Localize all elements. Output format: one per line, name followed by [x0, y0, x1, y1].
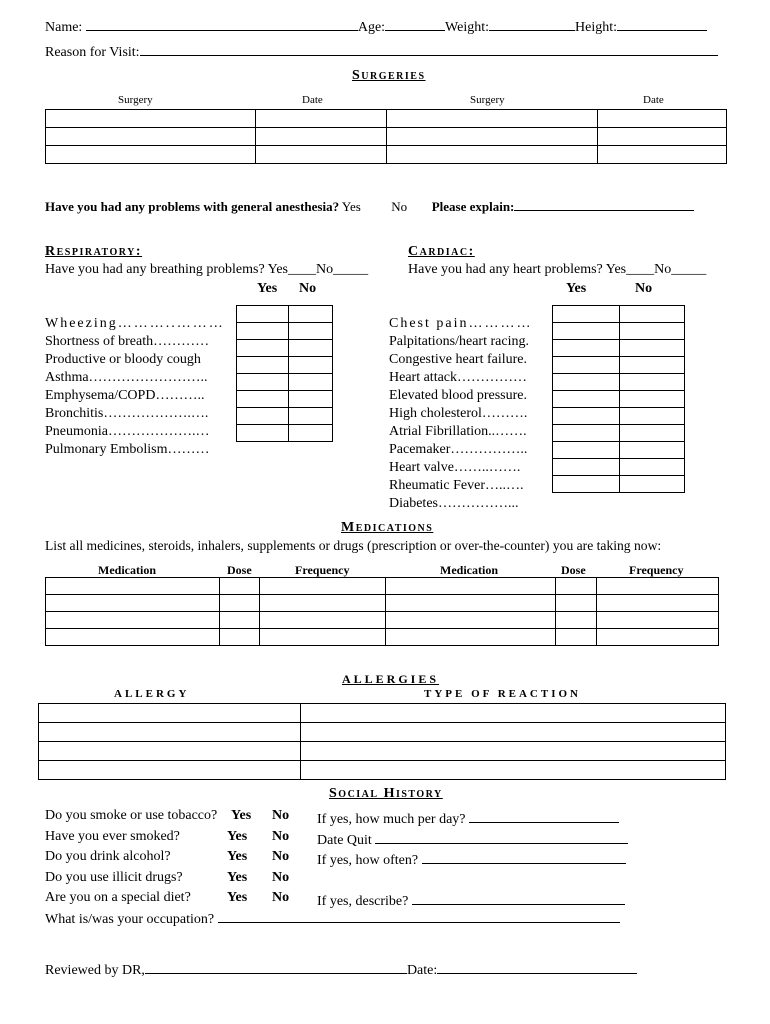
name-label: Name:	[45, 20, 83, 35]
social-f5-field[interactable]	[412, 890, 625, 905]
resp-item-pneumonia: Pneumonia……………….…	[45, 424, 210, 439]
allergy-col-header: ALLERGY	[114, 688, 190, 700]
card-item-chest-pain: Chest pain…………	[389, 316, 533, 331]
resp-item-bronchitis: Bronchitis……………….….	[45, 406, 209, 421]
cardiac-yes-header: Yes	[566, 281, 587, 296]
surgery-col-2: Surgery	[470, 94, 505, 106]
social-f5-row	[317, 890, 625, 910]
social-f1-label: If yes, how much per day?	[317, 812, 466, 827]
reason-row	[45, 41, 718, 61]
card-item-chf: Congestive heart failure.	[389, 352, 528, 367]
social-q4: Do you use illicit drugs?	[45, 870, 183, 885]
social-f2-field[interactable]	[375, 829, 628, 844]
social-f3-row	[317, 849, 626, 869]
resp-item-pe: Pulmonary Embolism………	[45, 442, 210, 457]
social-f1-row	[317, 808, 619, 828]
anesthesia-no[interactable]: No	[391, 199, 408, 214]
social-q5-yes[interactable]: Yes	[227, 890, 248, 905]
allergies-title: ALLERGIES	[342, 672, 440, 686]
social-q1-no[interactable]: No	[272, 808, 290, 823]
resp-item-shortness: Shortness of breath…………	[45, 334, 210, 349]
med-col-frequency-1: Frequency	[295, 563, 350, 577]
social-q2: Have you ever smoked?	[45, 829, 180, 844]
social-q1-yes[interactable]: Yes	[231, 808, 252, 823]
respiratory-yes-header: Yes	[257, 281, 278, 296]
weight-label: Weight:	[445, 20, 490, 35]
cardiac-title: Cardiac:	[408, 244, 475, 259]
card-item-cholesterol: High cholesterol……….	[389, 406, 528, 421]
medications-table	[45, 577, 719, 646]
date-field[interactable]	[437, 959, 637, 974]
social-q2-no[interactable]: No	[272, 829, 290, 844]
card-item-afib: Atrial Fibrillation..…….	[389, 424, 527, 439]
med-col-dose-2: Dose	[561, 563, 586, 577]
social-q3-yes[interactable]: Yes	[227, 849, 248, 864]
occupation-label: What is/was your occupation?	[45, 912, 215, 927]
med-col-dose-1: Dose	[227, 563, 252, 577]
weight-field[interactable]	[489, 16, 575, 31]
resp-item-emphysema: Emphysema/COPD………..	[45, 388, 205, 403]
name-field[interactable]	[86, 16, 358, 31]
anesthesia-yes[interactable]: Yes	[341, 199, 361, 214]
social-f5-label: If yes, describe?	[317, 894, 409, 909]
card-item-heart-valve: Heart valve……..…….	[389, 460, 521, 475]
cardiac-no-header: No	[635, 281, 653, 296]
reviewed-field[interactable]	[145, 959, 407, 974]
reaction-col-header: TYPE OF REACTION	[424, 688, 581, 700]
social-q5: Are you on a special diet?	[45, 890, 191, 905]
medications-instruction: List all medicines, steroids, inhalers, supplements or drugs (prescription or over-the-counter) you are taking now:	[45, 538, 662, 553]
card-item-heart-attack: Heart attack……………	[389, 370, 528, 385]
medications-title: Medications	[341, 520, 434, 535]
height-label: Height:	[575, 20, 618, 35]
respiratory-question: Have you had any breathing problems? Yes____No_____	[45, 262, 369, 277]
reason-field[interactable]	[140, 41, 718, 56]
reviewed-row	[45, 959, 637, 979]
respiratory-checkbox-grid	[236, 305, 333, 442]
anesthesia-question: Have you had any problems with general anesthesia?	[45, 199, 340, 214]
cardiac-question: Have you had any heart problems? Yes____No_____	[408, 262, 707, 277]
respiratory-title: Respiratory:	[45, 244, 143, 259]
name-row	[45, 16, 707, 36]
anesthesia-explain-label: Please explain:	[431, 199, 515, 214]
card-item-bp: Elevated blood pressure.	[389, 388, 528, 403]
social-f2-label: Date Quit	[317, 833, 372, 848]
allergies-table	[38, 703, 726, 780]
age-label: Age:	[357, 20, 386, 35]
reason-label: Reason for Visit:	[45, 45, 140, 60]
reviewed-label: Reviewed by DR,	[45, 963, 145, 978]
card-item-diabetes: Diabetes……………...	[389, 496, 519, 511]
social-q3: Do you drink alcohol?	[45, 849, 171, 864]
social-q2-yes[interactable]: Yes	[227, 829, 248, 844]
surgeries-title: Surgeries	[352, 68, 426, 83]
social-q3-no[interactable]: No	[272, 849, 290, 864]
card-item-palpitations: Palpitations/heart racing.	[389, 334, 529, 349]
social-f1-field[interactable]	[469, 808, 619, 823]
surgery-col-1: Surgery	[118, 94, 153, 106]
social-f3-label: If yes, how often?	[317, 853, 419, 868]
med-col-medication-2: Medication	[440, 563, 498, 577]
resp-item-asthma: Asthma……………………..	[45, 370, 208, 385]
card-item-rheumatic: Rheumatic Fever…..….	[389, 478, 524, 493]
social-q4-yes[interactable]: Yes	[227, 870, 248, 885]
social-q1: Do you smoke or use tobacco?	[45, 808, 218, 823]
anesthesia-explain-field[interactable]	[514, 196, 694, 211]
social-q5-no[interactable]: No	[272, 890, 290, 905]
social-f2-row	[317, 829, 628, 849]
age-field[interactable]	[385, 16, 445, 31]
social-q4-no[interactable]: No	[272, 870, 290, 885]
med-col-medication-1: Medication	[98, 563, 156, 577]
surgeries-table	[45, 109, 727, 164]
med-col-frequency-2: Frequency	[629, 563, 684, 577]
social-f3-field[interactable]	[422, 849, 626, 864]
card-item-pacemaker: Pacemaker……………..	[389, 442, 528, 457]
date-label: Date:	[406, 963, 438, 978]
cardiac-checkbox-grid	[552, 305, 685, 493]
occupation-field[interactable]	[218, 908, 620, 923]
height-field[interactable]	[617, 16, 707, 31]
respiratory-no-header: No	[299, 281, 317, 296]
resp-item-productive: Productive or bloody cough	[45, 352, 201, 367]
occupation-row	[45, 908, 620, 928]
social-history-title: Social History	[329, 786, 443, 801]
anesthesia-row	[45, 196, 694, 215]
date-col-1: Date	[302, 94, 323, 106]
date-col-2: Date	[643, 94, 664, 106]
resp-item-wheezing: Wheezing………..………	[45, 316, 225, 331]
